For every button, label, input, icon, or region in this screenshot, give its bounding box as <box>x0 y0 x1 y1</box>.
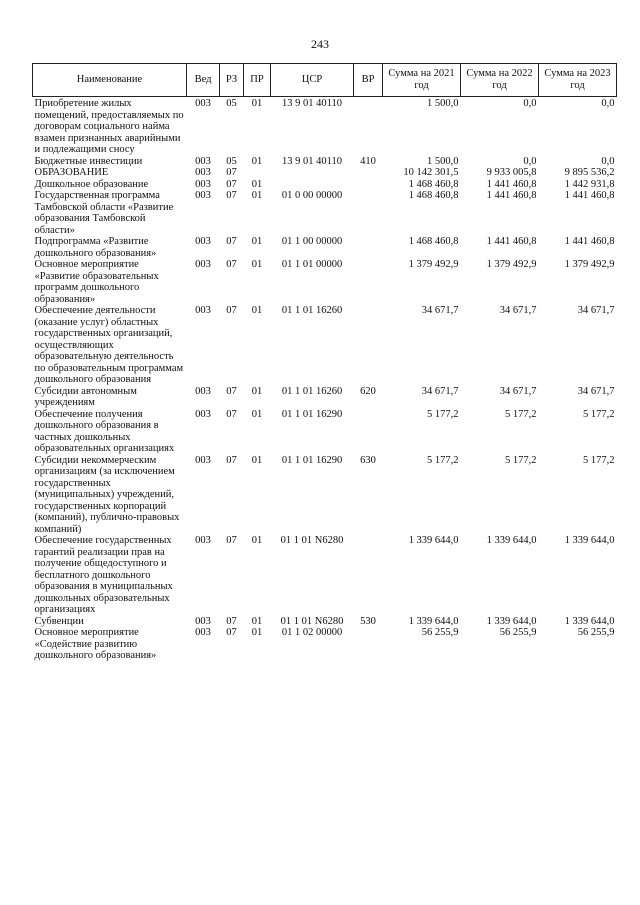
cell-csr: 13 9 01 40110 <box>282 155 342 167</box>
cell-sum-2021: 34 671,7 <box>421 385 459 397</box>
cell-sum-2022: 1 441 460,8 <box>486 236 537 247</box>
cell-rz: 07 <box>226 615 237 627</box>
cell-ved: 003 <box>195 615 211 627</box>
cell-name: Подпрограмма «Развитие дошкольного образования» <box>34 236 157 259</box>
cell-pr: 01 <box>251 190 263 201</box>
table-row <box>33 167 617 179</box>
cell-name: Обеспечение получения дошкольного образования в частных дошкольных образовательных организациях <box>34 408 175 454</box>
cell-sum-2022: 5 177,2 <box>505 408 537 420</box>
cell-vr: 620 <box>360 385 376 397</box>
cell-rz: 07 <box>226 259 237 270</box>
cell-rz: 07 <box>226 190 237 201</box>
cell-csr: 01 1 01 00000 <box>281 259 343 270</box>
cell-rz: 07 <box>226 627 237 638</box>
cell-sum-2021: 5 177,2 <box>427 454 459 466</box>
cell-sum-2021: 1 339 644,0 <box>408 615 459 627</box>
cell-csr: 01 0 00 00000 <box>281 190 343 201</box>
cell-sum-2023: 1 442 931,8 <box>564 178 615 190</box>
cell-vr: 530 <box>360 615 376 627</box>
cell-pr: 01 <box>251 178 263 190</box>
cell-ved: 003 <box>195 408 211 420</box>
cell-sum-2021: 1 339 644,0 <box>408 535 459 546</box>
cell-sum-2022: 1 339 644,0 <box>486 615 537 627</box>
header-pr: ПР <box>244 64 271 97</box>
cell-name: Субсидии автономным учреждениям <box>34 385 137 408</box>
cell-sum-2021: 1 500,0 <box>427 98 459 109</box>
budget-table <box>32 63 617 662</box>
header-sum-2023: Сумма на 2023 год <box>539 64 617 97</box>
cell-sum-2022: 1 441 460,8 <box>486 178 537 190</box>
table-body <box>33 97 617 662</box>
cell-sum-2022: 34 671,7 <box>499 305 537 316</box>
cell-vr <box>354 627 383 662</box>
table-row <box>33 236 617 259</box>
cell-sum-2022: 0,0 <box>523 98 537 109</box>
cell-rz: 05 <box>226 98 237 109</box>
table-row <box>33 627 617 662</box>
cell-sum-2022: 56 255,9 <box>499 627 537 638</box>
cell-pr: 01 <box>251 385 263 397</box>
cell-sum-2021: 56 255,9 <box>421 627 459 638</box>
cell-name: Субвенции <box>34 615 84 627</box>
cell-vr <box>354 535 383 616</box>
cell-csr: 13 9 01 40110 <box>282 98 342 109</box>
cell-csr: 01 1 00 00000 <box>281 236 343 247</box>
cell-pr: 01 <box>251 98 263 109</box>
cell-pr: 01 <box>251 535 263 546</box>
cell-sum-2023: 1 339 644,0 <box>564 615 615 627</box>
cell-ved: 003 <box>195 178 211 190</box>
cell-name: Основное мероприятие «Содействие развитию дошкольного образования» <box>34 627 157 661</box>
cell-sum-2022: 1 441 460,8 <box>486 190 537 201</box>
cell-sum-2023: 0,0 <box>601 98 615 109</box>
cell-pr <box>244 167 271 179</box>
cell-csr: 01 1 01 16290 <box>281 408 343 420</box>
cell-sum-2023: 5 177,2 <box>583 454 615 466</box>
cell-name: Обеспечение государственных гарантий реализации прав на получение общедоступного и бесплатного дошкольного образования в муниципальных дошкольных образовательных организациях <box>34 535 173 615</box>
cell-ved: 003 <box>195 155 211 167</box>
cell-vr: 410 <box>360 155 376 167</box>
cell-sum-2021: 1 379 492,9 <box>408 259 459 270</box>
cell-sum-2021: 5 177,2 <box>427 408 459 420</box>
table-row <box>33 535 617 616</box>
cell-ved: 003 <box>195 259 211 270</box>
cell-sum-2023: 1 379 492,9 <box>564 259 615 270</box>
cell-rz: 07 <box>226 305 237 316</box>
cell-pr: 01 <box>251 236 263 247</box>
cell-rz: 05 <box>226 155 237 167</box>
cell-sum-2021: 1 468 460,8 <box>408 178 459 190</box>
table-row <box>33 455 617 536</box>
cell-vr <box>354 305 383 386</box>
cell-sum-2021: 1 468 460,8 <box>408 236 459 247</box>
table-row <box>33 156 617 168</box>
cell-ved: 003 <box>195 627 211 638</box>
cell-vr <box>354 97 383 156</box>
cell-pr: 01 <box>251 408 263 420</box>
table-row <box>33 305 617 386</box>
cell-sum-2023: 0,0 <box>601 155 615 167</box>
cell-name: Бюджетные инвестиции <box>34 155 143 167</box>
cell-csr: 01 1 02 00000 <box>281 627 343 638</box>
cell-pr: 01 <box>251 454 263 466</box>
cell-pr: 01 <box>251 615 263 627</box>
cell-vr <box>354 259 383 305</box>
cell-name: Государственная программа Тамбовской области «Развитие образования Тамбовской области» <box>34 190 174 236</box>
cell-name: Приобретение жилых помещений, предоставляемых по договорам социального найма взамен признанных аварийными и подлежащими сносу <box>34 98 184 155</box>
cell-name: ОБРАЗОВАНИЕ <box>34 167 109 178</box>
cell-csr <box>271 179 354 191</box>
cell-sum-2022: 1 339 644,0 <box>486 535 537 546</box>
cell-sum-2021: 34 671,7 <box>421 305 459 316</box>
cell-csr: 01 1 01 16260 <box>281 385 343 397</box>
cell-sum-2021: 1 500,0 <box>427 155 459 167</box>
header-ved: Вед <box>187 64 220 97</box>
cell-vr <box>354 179 383 191</box>
cell-sum-2022: 9 933 005,8 <box>486 167 537 178</box>
cell-ved: 003 <box>195 167 211 178</box>
cell-csr: 01 1 01 N6280 <box>280 535 344 546</box>
cell-sum-2022: 0,0 <box>523 155 537 167</box>
cell-vr: 630 <box>360 454 376 466</box>
cell-vr <box>354 167 383 179</box>
cell-vr <box>354 236 383 259</box>
cell-sum-2023: 5 177,2 <box>583 408 615 420</box>
cell-vr <box>354 190 383 236</box>
cell-pr: 01 <box>251 259 263 270</box>
header-name: Наименование <box>33 64 187 97</box>
cell-csr: 01 1 01 N6280 <box>280 615 344 627</box>
table-row <box>33 190 617 236</box>
cell-pr: 01 <box>251 155 263 167</box>
cell-pr: 01 <box>251 305 263 316</box>
cell-ved: 003 <box>195 98 211 109</box>
cell-name: Субсидии некоммерческим организациям (за исключением государственных (муниципальных) учреждений, государственных корпораций (компаний), публично-правовых компаний) <box>34 454 180 535</box>
cell-sum-2023: 1 339 644,0 <box>564 535 615 546</box>
table-row <box>33 386 617 409</box>
cell-name: Основное мероприятие «Развитие образовательных программ дошкольного образования» <box>34 259 159 305</box>
cell-pr: 01 <box>251 627 263 638</box>
cell-rz: 07 <box>226 454 237 466</box>
cell-csr: 01 1 01 16290 <box>281 454 343 466</box>
cell-sum-2023: 34 671,7 <box>577 385 615 397</box>
cell-csr <box>271 167 354 179</box>
cell-rz: 07 <box>226 535 237 546</box>
table-row <box>33 409 617 455</box>
cell-ved: 003 <box>195 535 211 546</box>
cell-ved: 003 <box>195 236 211 247</box>
cell-sum-2022: 34 671,7 <box>499 385 537 397</box>
cell-rz: 07 <box>226 236 237 247</box>
header-sum-2021: Сумма на 2021 год <box>383 64 461 97</box>
table-header-row <box>33 64 617 97</box>
header-sum-2022: Сумма на 2022 год <box>461 64 539 97</box>
page-number: 243 <box>311 37 329 51</box>
cell-rz: 07 <box>226 408 237 420</box>
cell-ved: 003 <box>195 454 211 466</box>
cell-sum-2021: 10 142 301,5 <box>403 167 459 178</box>
cell-sum-2021: 1 468 460,8 <box>408 190 459 201</box>
cell-rz: 07 <box>226 178 237 190</box>
cell-rz: 07 <box>226 385 237 397</box>
cell-sum-2023: 1 441 460,8 <box>564 236 615 247</box>
table-row <box>33 259 617 305</box>
cell-sum-2022: 5 177,2 <box>505 454 537 466</box>
cell-name: Обеспечение деятельности (оказание услуг) областных государственных организаций, осуществляющих образовательную деятельность по образовательным программам дошкольного образования <box>34 305 184 385</box>
cell-sum-2023: 56 255,9 <box>577 627 615 638</box>
cell-name: Дошкольное образование <box>34 178 149 190</box>
cell-sum-2022: 1 379 492,9 <box>486 259 537 270</box>
header-rz: РЗ <box>220 64 244 97</box>
cell-sum-2023: 1 441 460,8 <box>564 190 615 201</box>
cell-rz: 07 <box>226 167 237 178</box>
cell-sum-2023: 9 895 536,2 <box>564 167 615 178</box>
table-row <box>33 179 617 191</box>
header-vr: ВР <box>354 64 383 97</box>
cell-ved: 003 <box>195 190 211 201</box>
header-csr: ЦСР <box>271 64 354 97</box>
cell-vr <box>354 409 383 455</box>
cell-ved: 003 <box>195 305 211 316</box>
table-row <box>33 97 617 156</box>
cell-sum-2023: 34 671,7 <box>577 305 615 316</box>
table-row <box>33 616 617 628</box>
cell-csr: 01 1 01 16260 <box>281 305 343 316</box>
cell-ved: 003 <box>195 385 211 397</box>
